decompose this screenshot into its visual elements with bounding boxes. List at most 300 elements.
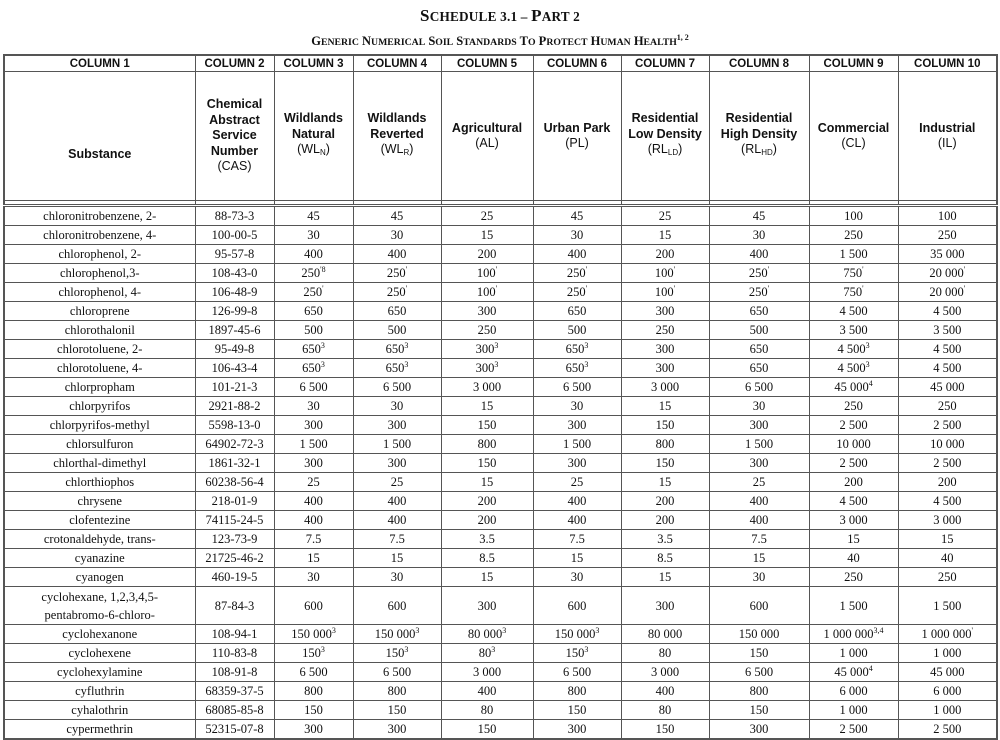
standard-value-col8: 600	[709, 587, 809, 625]
standard-value-col4: $650^3$	[353, 340, 441, 359]
standard-value-col9: 250	[809, 568, 898, 587]
footnote-ref: 3	[584, 360, 589, 369]
standard-value-col6: 250'	[533, 264, 621, 283]
standard-value-col7: 3.5	[621, 530, 709, 549]
standard-value-col10: 45 000	[898, 378, 997, 397]
standard-value-col9: 45 $000^4$	[809, 663, 898, 682]
table-row	[4, 701, 997, 720]
standard-value-col10: 2 500	[898, 454, 997, 473]
standard-value-col9: 1 000 000$^{3,4}$	[809, 625, 898, 644]
standard-value-col10: 2 500	[898, 720, 997, 740]
standard-value-col8: 400	[709, 245, 809, 264]
subtitle-footnote-ref: 1, 2	[676, 33, 689, 42]
standard-value-col8: 500	[709, 321, 809, 340]
column-title-line: Agricultural	[451, 120, 523, 135]
standard-value-col6: $650^3$	[533, 340, 621, 359]
footnote-ref: '	[767, 265, 770, 274]
standard-value-col5: 15	[441, 226, 533, 245]
standard-value-col9: 15	[809, 530, 898, 549]
standard-value-col7: 300	[621, 340, 709, 359]
substance-name: chlorpyrifos	[4, 397, 195, 416]
column-title-line: High Density	[720, 126, 798, 141]
standard-value-col7: 3 000	[621, 378, 709, 397]
standard-value-col3: 650	[274, 302, 353, 321]
standard-value-col9: 250	[809, 226, 898, 245]
standard-value-col4: 6 500	[353, 663, 441, 682]
standard-value-col6: 400	[533, 245, 621, 264]
cas-number: 95-49-8	[195, 340, 274, 359]
standard-value-col8: 300	[709, 454, 809, 473]
standard-value-col9: 4 500	[809, 302, 898, 321]
table-row	[4, 625, 997, 644]
column-number-7: COLUMN 7	[621, 55, 709, 72]
standard-value-col3: 400	[274, 492, 353, 511]
standard-value-col3: 400	[274, 511, 353, 530]
standard-value-col8: 45	[709, 206, 809, 226]
standard-value-col6: $650^3$	[533, 359, 621, 378]
substance-name: chlorotoluene, 4-	[4, 359, 195, 378]
footnote-ref: 3	[320, 341, 325, 350]
standard-value-col3: 30	[274, 226, 353, 245]
standard-value-col10: 4 500	[898, 359, 997, 378]
standard-value-col3: 150 $000^3$	[274, 625, 353, 644]
footnote-ref: '	[405, 284, 408, 293]
footnote-ref: '	[963, 265, 966, 274]
standard-value-col10: 4 500	[898, 340, 997, 359]
substance-name: chlorophenol, 4-	[4, 283, 195, 302]
footnote-ref: 3,4	[873, 626, 884, 635]
footnote-ref: 4	[868, 664, 873, 673]
standard-value-col5: 150	[441, 720, 533, 740]
schedule-title: SCHEDULE 3.1 – PART 2	[420, 6, 580, 25]
standard-value-col10: 4 500	[898, 302, 997, 321]
standard-value-col7: 15	[621, 568, 709, 587]
standard-value-col10: 250	[898, 397, 997, 416]
standard-value-col5: 150	[441, 454, 533, 473]
standard-value-col9: 200	[809, 473, 898, 492]
standard-value-col3: 6 500	[274, 663, 353, 682]
standard-value-col6: 250'	[533, 283, 621, 302]
footnote-ref: 3	[865, 360, 870, 369]
standard-value-col5: 8.5	[441, 549, 533, 568]
standard-value-col6: 30	[533, 397, 621, 416]
footnote-ref: '	[405, 265, 408, 274]
column-abbreviation: (AL)	[475, 136, 499, 150]
column-abbreviation: (CAS)	[217, 159, 252, 174]
standard-value-col5: 25	[441, 206, 533, 226]
standard-value-col7: 15	[621, 226, 709, 245]
column-header-3	[274, 72, 353, 201]
standard-value-col3: 30	[274, 397, 353, 416]
cas-number: 110-83-8	[195, 644, 274, 663]
standard-value-col7: 25	[621, 206, 709, 226]
standard-value-col4: 400	[353, 511, 441, 530]
column-number-5: COLUMN 5	[441, 55, 533, 72]
standard-value-col7: 15	[621, 473, 709, 492]
standard-value-col6: 25	[533, 473, 621, 492]
standard-value-col10: 250	[898, 568, 997, 587]
cas-number: 106-48-9	[195, 283, 274, 302]
standard-value-col7: 800	[621, 435, 709, 454]
column-title-line: Service	[212, 128, 257, 143]
table-row	[4, 435, 997, 454]
standard-value-col8: 150	[709, 701, 809, 720]
standard-value-col8: 800	[709, 682, 809, 701]
column-header-7	[621, 72, 709, 201]
standard-value-col5: 15	[441, 568, 533, 587]
standard-value-col5: 300	[441, 587, 533, 625]
column-title-line: Chemical	[206, 97, 263, 112]
standard-value-col4: $650^3$	[353, 359, 441, 378]
standard-value-col8: 7.5	[709, 530, 809, 549]
standard-value-col6: 400	[533, 511, 621, 530]
standard-value-col8: 150	[709, 644, 809, 663]
standard-value-col5: 200	[441, 245, 533, 264]
table-row	[4, 682, 997, 701]
column-abbreviation: $(WL_R)$	[380, 142, 414, 158]
standard-value-col4: 300	[353, 720, 441, 740]
column-header-1	[4, 72, 195, 201]
column-abbreviation: (IL)	[937, 136, 957, 150]
column-number-2: COLUMN 2	[195, 55, 274, 72]
standard-value-col3: 800	[274, 682, 353, 701]
footnote-ref: 3	[595, 626, 600, 635]
standard-value-col9: 1 500	[809, 245, 898, 264]
table-row	[4, 283, 997, 302]
standard-value-col10: 35 000	[898, 245, 997, 264]
standard-value-col7: 100'	[621, 283, 709, 302]
standard-value-col8: 400	[709, 492, 809, 511]
cas-number: 68085-85-8	[195, 701, 274, 720]
column-number-4: COLUMN 4	[353, 55, 441, 72]
standard-value-col7: 200	[621, 511, 709, 530]
standard-value-col4: $150^3$	[353, 644, 441, 663]
standard-value-col7: 400	[621, 682, 709, 701]
standard-value-col8: 650	[709, 359, 809, 378]
standard-value-col5: $300^3$	[441, 359, 533, 378]
cas-number: 108-43-0	[195, 264, 274, 283]
table-row	[4, 264, 997, 283]
standard-value-col5: 80 $000^3$	[441, 625, 533, 644]
column-description-row	[4, 72, 997, 201]
standard-value-col9: 6 000	[809, 682, 898, 701]
footnote-ref: 3	[320, 645, 325, 654]
standard-value-col4: 150 $000^3$	[353, 625, 441, 644]
column-header-8	[709, 72, 809, 201]
substance-name: chlorthiophos	[4, 473, 195, 492]
standard-value-col6: 1 500	[533, 435, 621, 454]
footnote-ref: 3	[865, 341, 870, 350]
standard-value-col4: 25	[353, 473, 441, 492]
table-row	[4, 492, 997, 511]
standard-value-col4: 650	[353, 302, 441, 321]
standard-value-col9: 2 500	[809, 720, 898, 740]
standard-value-col9: 750'	[809, 264, 898, 283]
standard-value-col4: 400	[353, 245, 441, 264]
standard-value-col6: 30	[533, 226, 621, 245]
substance-name: chlorthal-dimethyl	[4, 454, 195, 473]
cas-number: 88-73-3	[195, 206, 274, 226]
table-row	[4, 378, 997, 397]
substance-name: cyclohexylamine	[4, 663, 195, 682]
table-row	[4, 549, 997, 568]
column-header-4	[353, 72, 441, 201]
footnote-ref: 3	[404, 341, 409, 350]
standard-value-col7: 80	[621, 701, 709, 720]
standard-value-col10: 3 500	[898, 321, 997, 340]
cas-number: 2921-88-2	[195, 397, 274, 416]
standard-value-col10: 2 500	[898, 416, 997, 435]
substance-name: clofentezine	[4, 511, 195, 530]
standard-value-col9: 4 500	[809, 492, 898, 511]
standard-value-col3: 30	[274, 568, 353, 587]
footnote-ref: '	[862, 265, 864, 274]
substance-name: chlorpropham	[4, 378, 195, 397]
standard-value-col7: 250	[621, 321, 709, 340]
standard-value-col5: $300^3$	[441, 340, 533, 359]
standard-value-col9: 10 000	[809, 435, 898, 454]
footnote-ref: 3	[415, 626, 420, 635]
table-row	[4, 473, 997, 492]
standard-value-col7: 100'	[621, 264, 709, 283]
table-row	[4, 663, 997, 682]
standard-value-col3: 600	[274, 587, 353, 625]
standard-value-col8: 250'	[709, 283, 809, 302]
standard-value-col3: 6 500	[274, 378, 353, 397]
cas-number: 108-91-8	[195, 663, 274, 682]
standard-value-col5: 100'	[441, 283, 533, 302]
standard-value-col10: 20 000'	[898, 264, 997, 283]
column-header-5	[441, 72, 533, 201]
standard-value-col5: 250	[441, 321, 533, 340]
standard-value-col4: 250'	[353, 283, 441, 302]
table-row	[4, 454, 997, 473]
standard-value-col5: 3.5	[441, 530, 533, 549]
cas-number: 218-01-9	[195, 492, 274, 511]
column-abbreviation: (PL)	[565, 136, 589, 150]
standard-value-col8: 6 500	[709, 663, 809, 682]
standard-value-col6: 150	[533, 701, 621, 720]
substance-name: chlorophenol, 2-	[4, 245, 195, 264]
standard-value-col8: 650	[709, 302, 809, 321]
standard-value-col10: 200	[898, 473, 997, 492]
table-subtitle	[0, 33, 1000, 49]
table-row	[4, 245, 997, 264]
standard-value-col6: 7.5	[533, 530, 621, 549]
standard-value-col8: 1 500	[709, 435, 809, 454]
standard-value-col10: 3 000	[898, 511, 997, 530]
subtitle-text: GENERIC NUMERICAL SOIL STANDARDS TO PROTECT HUMAN HEALTH	[311, 34, 677, 49]
column-abbreviation: (CL)	[841, 136, 866, 150]
standard-value-col9: 2 500	[809, 416, 898, 435]
column-title-line: Urban Park	[543, 120, 611, 135]
table-row	[4, 644, 997, 663]
standard-value-col10: 4 500	[898, 492, 997, 511]
cas-number: 74115-24-5	[195, 511, 274, 530]
standard-value-col3: 45	[274, 206, 353, 226]
column-title-line: Residential	[631, 111, 699, 126]
footnote-ref: 3	[584, 341, 589, 350]
standard-value-col9: 1 000	[809, 644, 898, 663]
standard-value-col7: 3 000	[621, 663, 709, 682]
substance-name: chloronitrobenzene, 4-	[4, 226, 195, 245]
standard-value-col10: 1 000	[898, 701, 997, 720]
standard-value-col3: $250^{'8}$	[274, 264, 353, 283]
standard-value-col9: 4 $500^3$	[809, 359, 898, 378]
substance-name: cyhalothrin	[4, 701, 195, 720]
standard-value-col4: 45	[353, 206, 441, 226]
footnote-ref: 3	[404, 360, 409, 369]
standard-value-col7: 80	[621, 644, 709, 663]
standard-value-col4: 400	[353, 492, 441, 511]
standard-value-col8: 300	[709, 416, 809, 435]
footnote-ref: 3	[320, 360, 325, 369]
footnote-ref: '	[971, 626, 973, 635]
cas-number: 87-84-3	[195, 587, 274, 625]
column-number-8: COLUMN 8	[709, 55, 809, 72]
standard-value-col8: 650	[709, 340, 809, 359]
standard-value-col5: 150	[441, 416, 533, 435]
standard-value-col8: 400	[709, 511, 809, 530]
footnote-ref: '	[767, 284, 770, 293]
standard-value-col7: 15	[621, 397, 709, 416]
standard-value-col6: 6 500	[533, 378, 621, 397]
footnote-ref: '	[495, 284, 498, 293]
table-row	[4, 568, 997, 587]
standard-value-col5: 800	[441, 435, 533, 454]
footnote-ref: '	[963, 284, 966, 293]
standard-value-col6: $150^3$	[533, 644, 621, 663]
substance-name: cyclohexene	[4, 644, 195, 663]
column-header-6	[533, 72, 621, 201]
table-row	[4, 226, 997, 245]
cas-number: 460-19-5	[195, 568, 274, 587]
substance-name: cyanogen	[4, 568, 195, 587]
standard-value-col7: 300	[621, 359, 709, 378]
cas-number: 106-43-4	[195, 359, 274, 378]
column-number-3: COLUMN 3	[274, 55, 353, 72]
standard-value-col7: 150	[621, 454, 709, 473]
standard-value-col4: 800	[353, 682, 441, 701]
standard-value-col3: 7.5	[274, 530, 353, 549]
column-title-line: Wildlands	[367, 111, 427, 126]
standard-value-col10: 250	[898, 226, 997, 245]
standard-value-col10: 15	[898, 530, 997, 549]
standard-value-col4: 300	[353, 454, 441, 473]
table-row	[4, 397, 997, 416]
table-row	[4, 720, 997, 740]
cas-number: 60238-56-4	[195, 473, 274, 492]
standard-value-col5: 200	[441, 511, 533, 530]
standard-value-col4: 300	[353, 416, 441, 435]
standard-value-col8: 30	[709, 397, 809, 416]
standard-value-col4: 30	[353, 397, 441, 416]
cas-number: 108-94-1	[195, 625, 274, 644]
standard-value-col6: 650	[533, 302, 621, 321]
standard-value-col9: 1 000	[809, 701, 898, 720]
standard-value-col7: 80 000	[621, 625, 709, 644]
standard-value-col4: 30	[353, 226, 441, 245]
footnote-ref: 3	[584, 645, 589, 654]
standard-value-col7: 300	[621, 302, 709, 321]
cas-number: 64902-72-3	[195, 435, 274, 454]
column-header-2	[195, 72, 274, 201]
column-abbreviation: $(RL_{LD})$	[647, 142, 683, 158]
standard-value-col3: 300	[274, 720, 353, 740]
substance-name: chrysene	[4, 492, 195, 511]
standard-value-col3: 500	[274, 321, 353, 340]
standard-value-col3: 150	[274, 701, 353, 720]
standard-value-col6: 30	[533, 568, 621, 587]
standard-value-col7: 150	[621, 416, 709, 435]
standard-value-col8: 150 000	[709, 625, 809, 644]
footnote-ref: '8	[320, 265, 326, 274]
standard-value-col3: 250'	[274, 283, 353, 302]
standard-value-col6: 45	[533, 206, 621, 226]
column-title-line: Natural	[291, 126, 336, 141]
column-header-10	[898, 72, 997, 201]
footnote-ref: '	[862, 284, 864, 293]
standard-value-col5: $80^3$	[441, 644, 533, 663]
standard-value-col4: 30	[353, 568, 441, 587]
column-number-10: COLUMN 10	[898, 55, 997, 72]
soil-standards-table	[3, 54, 998, 740]
table-row	[4, 587, 997, 625]
standard-value-col3: $150^3$	[274, 644, 353, 663]
cas-number: 95-57-8	[195, 245, 274, 264]
column-title-line: Wildlands	[284, 111, 343, 126]
column-number-6: COLUMN 6	[533, 55, 621, 72]
column-abbreviation: $(RL_{HD})$	[741, 142, 777, 158]
standard-value-col6: 15	[533, 549, 621, 568]
standard-value-col9: 2 500	[809, 454, 898, 473]
column-header-9	[809, 72, 898, 201]
column-number-9: COLUMN 9	[809, 55, 898, 72]
standard-value-col5: 400	[441, 682, 533, 701]
standard-value-col7: 150	[621, 720, 709, 740]
standard-value-col9: 40	[809, 549, 898, 568]
standard-value-col5: 100'	[441, 264, 533, 283]
standard-value-col5: 3 000	[441, 378, 533, 397]
standard-value-col7: 300	[621, 587, 709, 625]
standard-value-col3: 1 500	[274, 435, 353, 454]
standard-value-col6: 300	[533, 454, 621, 473]
column-title-line: Residential	[725, 111, 793, 126]
standard-value-col5: 15	[441, 473, 533, 492]
footnote-ref: 3	[494, 360, 499, 369]
standard-value-col3: 400	[274, 245, 353, 264]
cas-number: 101-21-3	[195, 378, 274, 397]
standard-value-col3: $650^3$	[274, 340, 353, 359]
standard-value-col10: 45 000	[898, 663, 997, 682]
cas-number: 126-99-8	[195, 302, 274, 321]
footnote-ref: 3	[494, 341, 499, 350]
standard-value-col9: 1 500	[809, 587, 898, 625]
table-row	[4, 340, 997, 359]
standard-value-col5: 300	[441, 302, 533, 321]
footnote-ref: '	[322, 284, 324, 293]
table-body	[4, 206, 997, 740]
standard-value-col5: 3 000	[441, 663, 533, 682]
standard-value-col8: 25	[709, 473, 809, 492]
standard-value-col8: 30	[709, 568, 809, 587]
footnote-ref: '	[673, 265, 676, 274]
standard-value-col5: 80	[441, 701, 533, 720]
standard-value-col10: 1 000	[898, 644, 997, 663]
table-row	[4, 206, 997, 226]
standard-value-col4: 150	[353, 701, 441, 720]
cas-number: 21725-46-2	[195, 549, 274, 568]
